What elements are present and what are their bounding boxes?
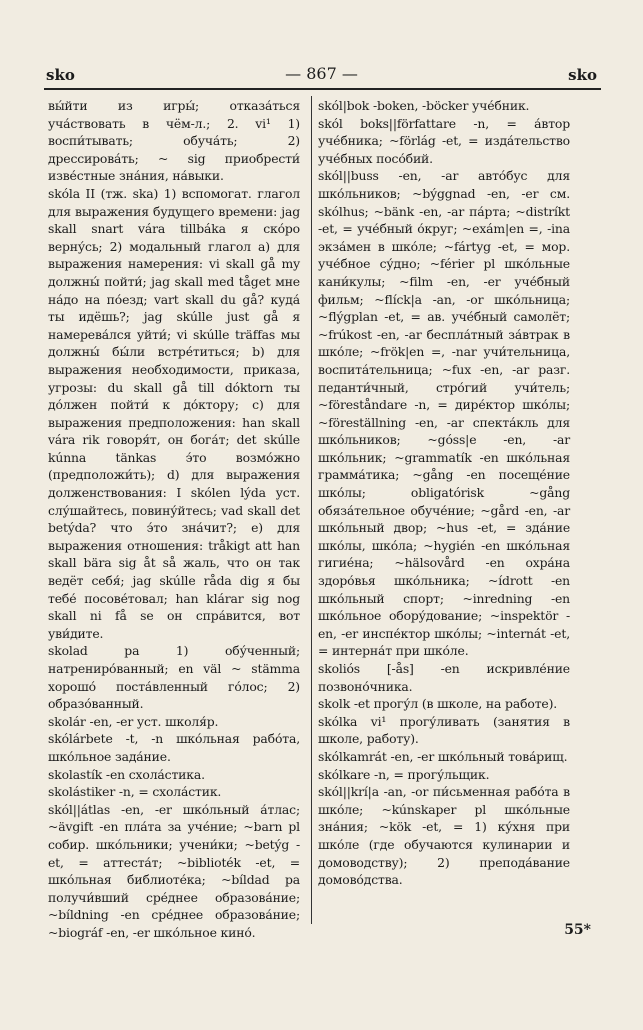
header-left-guide-word: sko	[46, 66, 75, 84]
dictionary-entry: skól boks||författare -n, = а́втор уче́бника; ~förlág -et, = изда́тельство уче́бных посо́бий.	[318, 115, 570, 166]
header-rule	[44, 88, 601, 90]
dictionary-entry: skól||buss -en, -ar авто́бус для шко́льников; ~býggnad -en, -er см. skólhus; ~bänk -en, -ar па́рта; ~distríkt -et, = уче́бный о́круг; ~exám|en =, -ina экза́мен в шко́ле; ~fártyg -et, = мор. уче́бное су́дно; ~férier pl шко́льные кани́кулы; ~film -en, -er уче́бный фильм; ~flíck|a -an, -or шко́льница; ~flýgplan -et, = ав. уче́бный самолёт; ~frúkost -en, -ar беспла́тный за́втрак в шко́ле; ~frök|en =, -nar учи́тельница, воспита́тельница; ~fux -en, -ar разг. педанти́чный, стро́гий учи́тель; ~föreståndare -n, = дире́ктор шко́лы; ~föreställning -en, -ar спекта́кль для шко́льников; ~góss|e -en, -ar шко́льник; ~grammatík -en шко́льная грамма́тика; ~gång -en посеще́ние шко́лы; obligatórisk ~gång обяза́тельное обуче́ние; ~gård -en, -ar шко́льный двор; ~hus -et, = зда́ние шко́лы, шко́ла; ~hygién -en шко́льная гигие́на; ~hälsovård -en охра́на здоро́вья шко́льника; ~ídrott -en шко́льный спорт; ~inredning -en шко́льное обору́дование; ~inspektör -en, -er инспе́ктор шко́лы; ~internát -et, = интерна́т при шко́ле.	[318, 168, 570, 659]
page-number: — 867 —	[285, 64, 358, 83]
dictionary-entry: skólkamrát -en, -er шко́льный това́рищ.	[318, 748, 568, 764]
right-column	[318, 97, 570, 927]
dictionary-entry: skóla II (тж. ska) 1) вспомогат. глагол для выражения будущего времени: jag skall snart vára tillbáka я ско́ро верну́сь; 2) модальный глагол а) для выражения намерения: vi skall gå my должны́ пойти́; jag skall med tåget мне на́до на по́езд; vart skall du gå? куда́ ты идёшь?; jag skúlle just gå я намерева́лся уйти́; vi skúlle träffas мы должны́ бы́ли встре́титься; b) для выражения необходимости, приказа, угрозы: du skall gå till dóktorn ты до́лжен пойти́ к до́ктору; c) для выражения предположения: han skall vára rik говоря́т, он бога́т; det skúlle kúnna tänkas э́то возмо́жно (предположи́ть); d) для выражения долженствования: I skólen lýda уст. слу́шайтесь, повину́йтесь; vad skall det betýda? что э́то зна́чит?; e) для выражения отношения: tråkigt att han skall bära sig åt så жаль, что он так ведёт себя́; jag skúlle råda dig я бы тебе́ посове́товал; han klárar sig nog skall ni få se он спра́вится, вот уви́дите.	[48, 185, 300, 641]
dictionary-entry: skolastík -en схола́стика.	[48, 766, 205, 782]
dictionary-entry: skól||krí|a -an, -or пи́сьменная рабо́та в шко́ле; ~kúnskaper pl шко́льные зна́ния; ~kök -et, = 1) ку́хня при шко́ле (где обучаются кулинарии и домоводству); 2) препода́вание домово́дства.	[318, 784, 570, 888]
header-right-guide-word: sko	[568, 66, 597, 84]
dictionary-entry: skól|bok -boken, -böcker уче́бник.	[318, 98, 530, 113]
dictionary-entry: skolad pa 1) обу́ченный; натрениро́ванный; en väl ~ stämma хорошо́ поста́вленный го́лос; 2) образо́ванный.	[48, 643, 300, 712]
signature-mark: 55*	[564, 922, 591, 938]
dictionary-entry: skólkare -n, = прогу́льщик.	[318, 766, 490, 782]
page-header	[40, 62, 603, 86]
column-divider	[311, 96, 312, 924]
dictionary-entry: skolástiker -n, = схола́стик.	[48, 784, 222, 800]
dictionary-entry: skól||átlas -en, -er шко́льный а́тлас; ~ävgift -en пла́та за уче́ние; ~barn pl собир. шко́льники; учени́ки; ~betýg -et, = аттеста́т; ~biblioték -et, = шко́льная библиоте́ка; ~bíldad pa получи́вший сре́днее образова́ние; ~bíldning -en сре́днее образова́ние; ~biográf -en, -er шко́льное кино́.	[48, 801, 300, 940]
dictionary-entry: skolár -en, -er уст. школя́р.	[48, 713, 219, 729]
dictionary-entry: skólárbete -t, -n шко́льная рабо́та, шко́льное зада́ние.	[48, 731, 300, 764]
dictionary-entry: skolk -et прогу́л (в школе, на работе).	[318, 696, 558, 712]
left-column	[48, 97, 300, 940]
dictionary-entry: вы́йти из игры́; отказа́ться уча́ствовать в чём-л.; 2. vi¹ 1) воспи́тывать; обуча́ть; 2) дрессирова́ть; ~ sig приобрести́ изве́стные зна́ния, на́выки.	[48, 98, 300, 184]
dictionary-entry: skoliós [-ås] -en искривле́ние позвоно́чника.	[318, 661, 570, 694]
dictionary-entry: skólka vi¹ прогу́ливать (занятия в школе, работу).	[318, 713, 570, 747]
